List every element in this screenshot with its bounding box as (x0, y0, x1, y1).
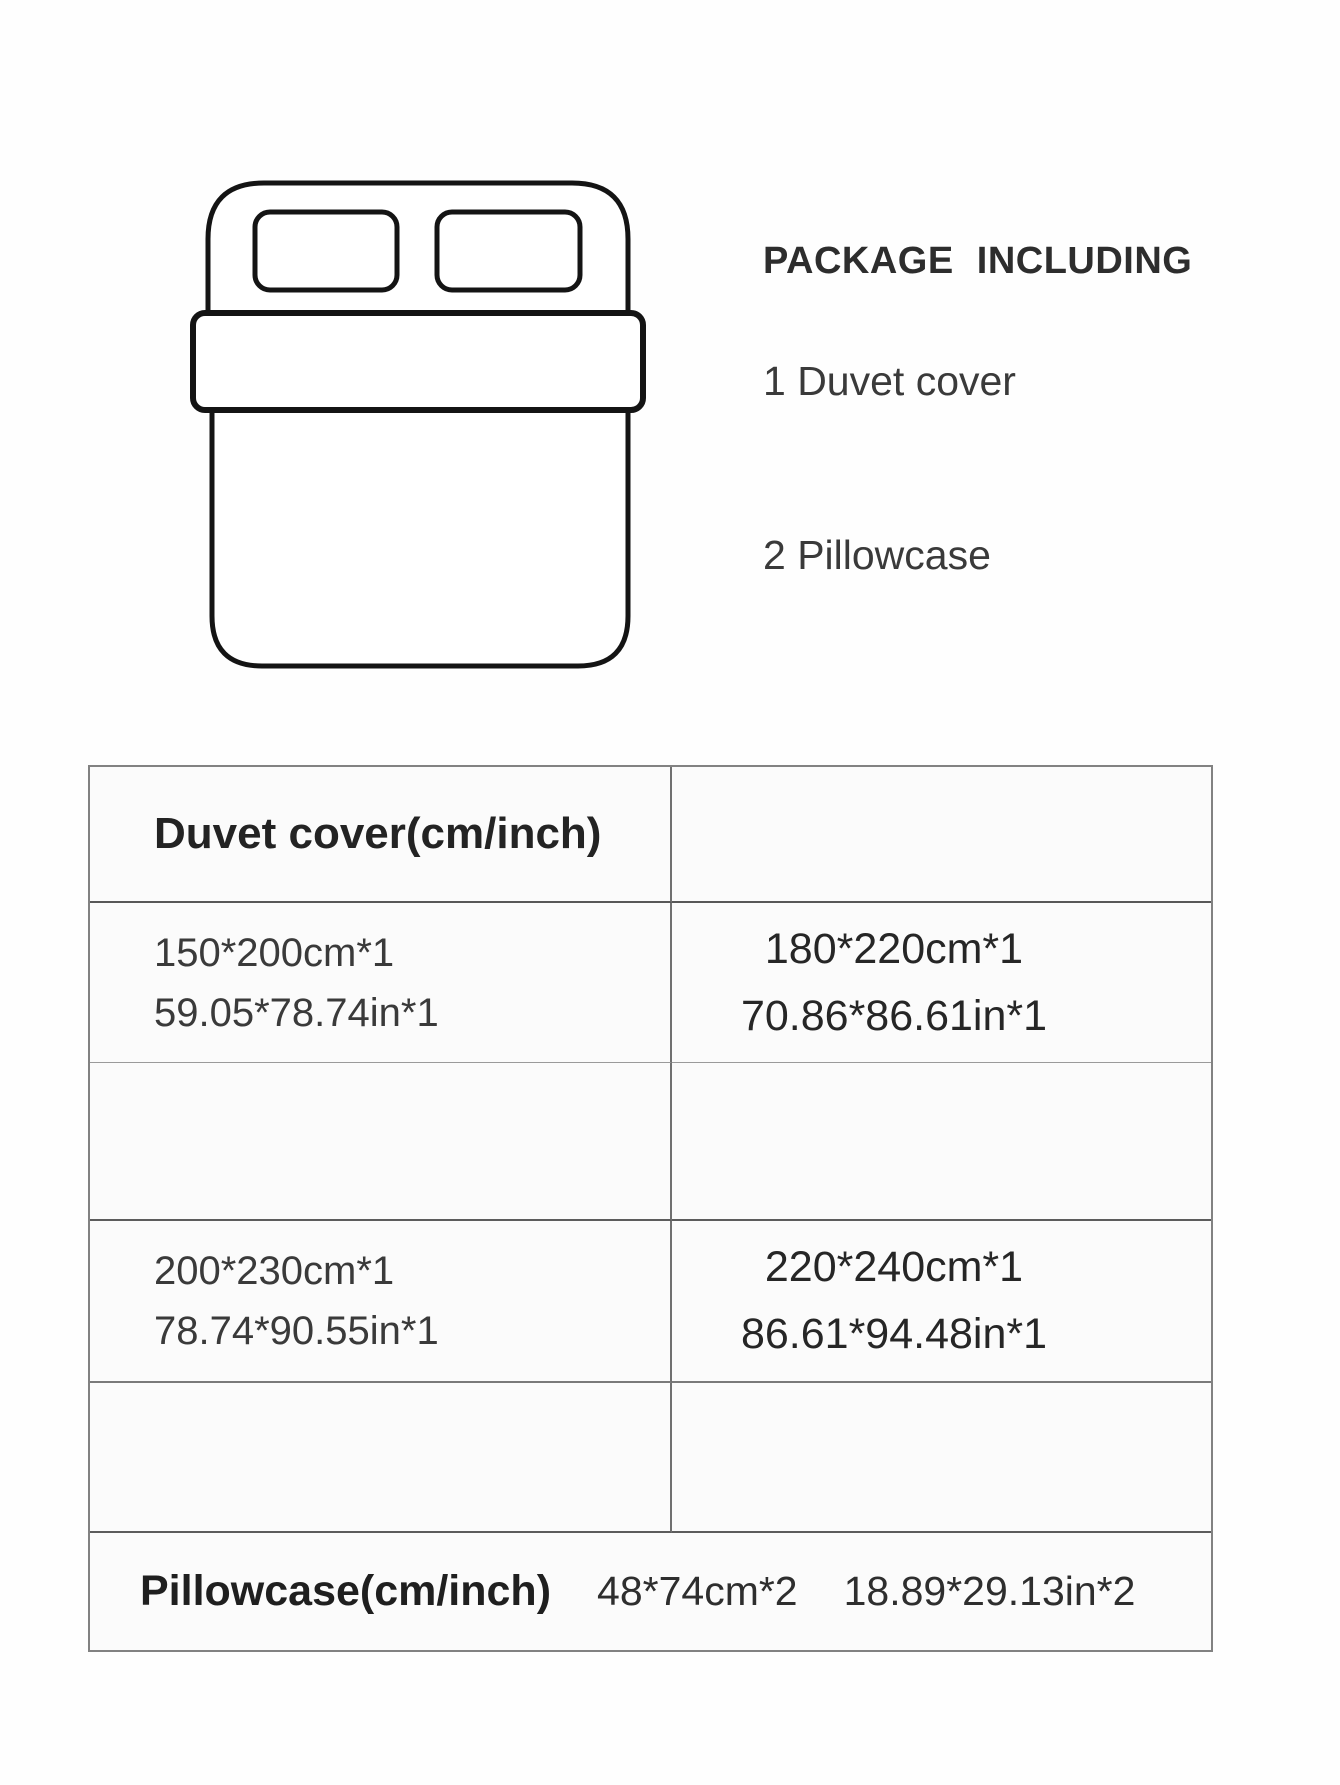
size-cm-value: 200*230cm*1 (154, 1249, 395, 1293)
pillowcase-row (90, 1533, 1211, 1650)
table-spacer-row (90, 1383, 672, 1533)
size-cm-value: 150*200cm*1 (154, 930, 395, 975)
table-row (672, 1221, 1211, 1383)
size-inch-value: 78.74*90.55in*1 (154, 1309, 439, 1353)
table-header-cell-empty (672, 767, 1211, 903)
duvet-cover-header-label: Duvet cover(cm/inch) (154, 809, 602, 858)
size-inch-value: 59.05*78.74in*1 (154, 990, 439, 1035)
pillow-right-icon (437, 212, 580, 290)
table-row (672, 903, 1211, 1063)
pillowcase-inch-value: 18.89*29.13in*2 (843, 1568, 1136, 1614)
pillow-left-icon (255, 212, 397, 290)
size-table (88, 765, 1213, 1652)
size-cm-value: 180*220cm*1 (764, 924, 1024, 973)
table-row (90, 903, 672, 1063)
package-item-duvet: 1 Duvet cover (763, 358, 1016, 404)
size-inch-value: 86.61*94.48in*1 (740, 1310, 1048, 1358)
bed-illustration (0, 0, 720, 720)
table-spacer-row (672, 1383, 1211, 1533)
pillowcase-header-label: Pillowcase(cm/inch) (140, 1567, 552, 1615)
package-title: PACKAGE INCLUDING (763, 240, 1193, 282)
table-row (90, 1221, 672, 1383)
sheet-band (193, 313, 643, 410)
package-item-pillowcase: 2 Pillowcase (763, 532, 991, 578)
size-cm-value: 220*240cm*1 (764, 1243, 1024, 1292)
pillowcase-cm-value: 48*74cm*2 (597, 1568, 798, 1614)
table-header-cell-duvet (90, 767, 672, 903)
table-spacer-row (672, 1063, 1211, 1221)
size-inch-value: 70.86*86.61in*1 (740, 991, 1048, 1040)
table-spacer-row (90, 1063, 672, 1221)
package-including-block (763, 240, 1283, 578)
